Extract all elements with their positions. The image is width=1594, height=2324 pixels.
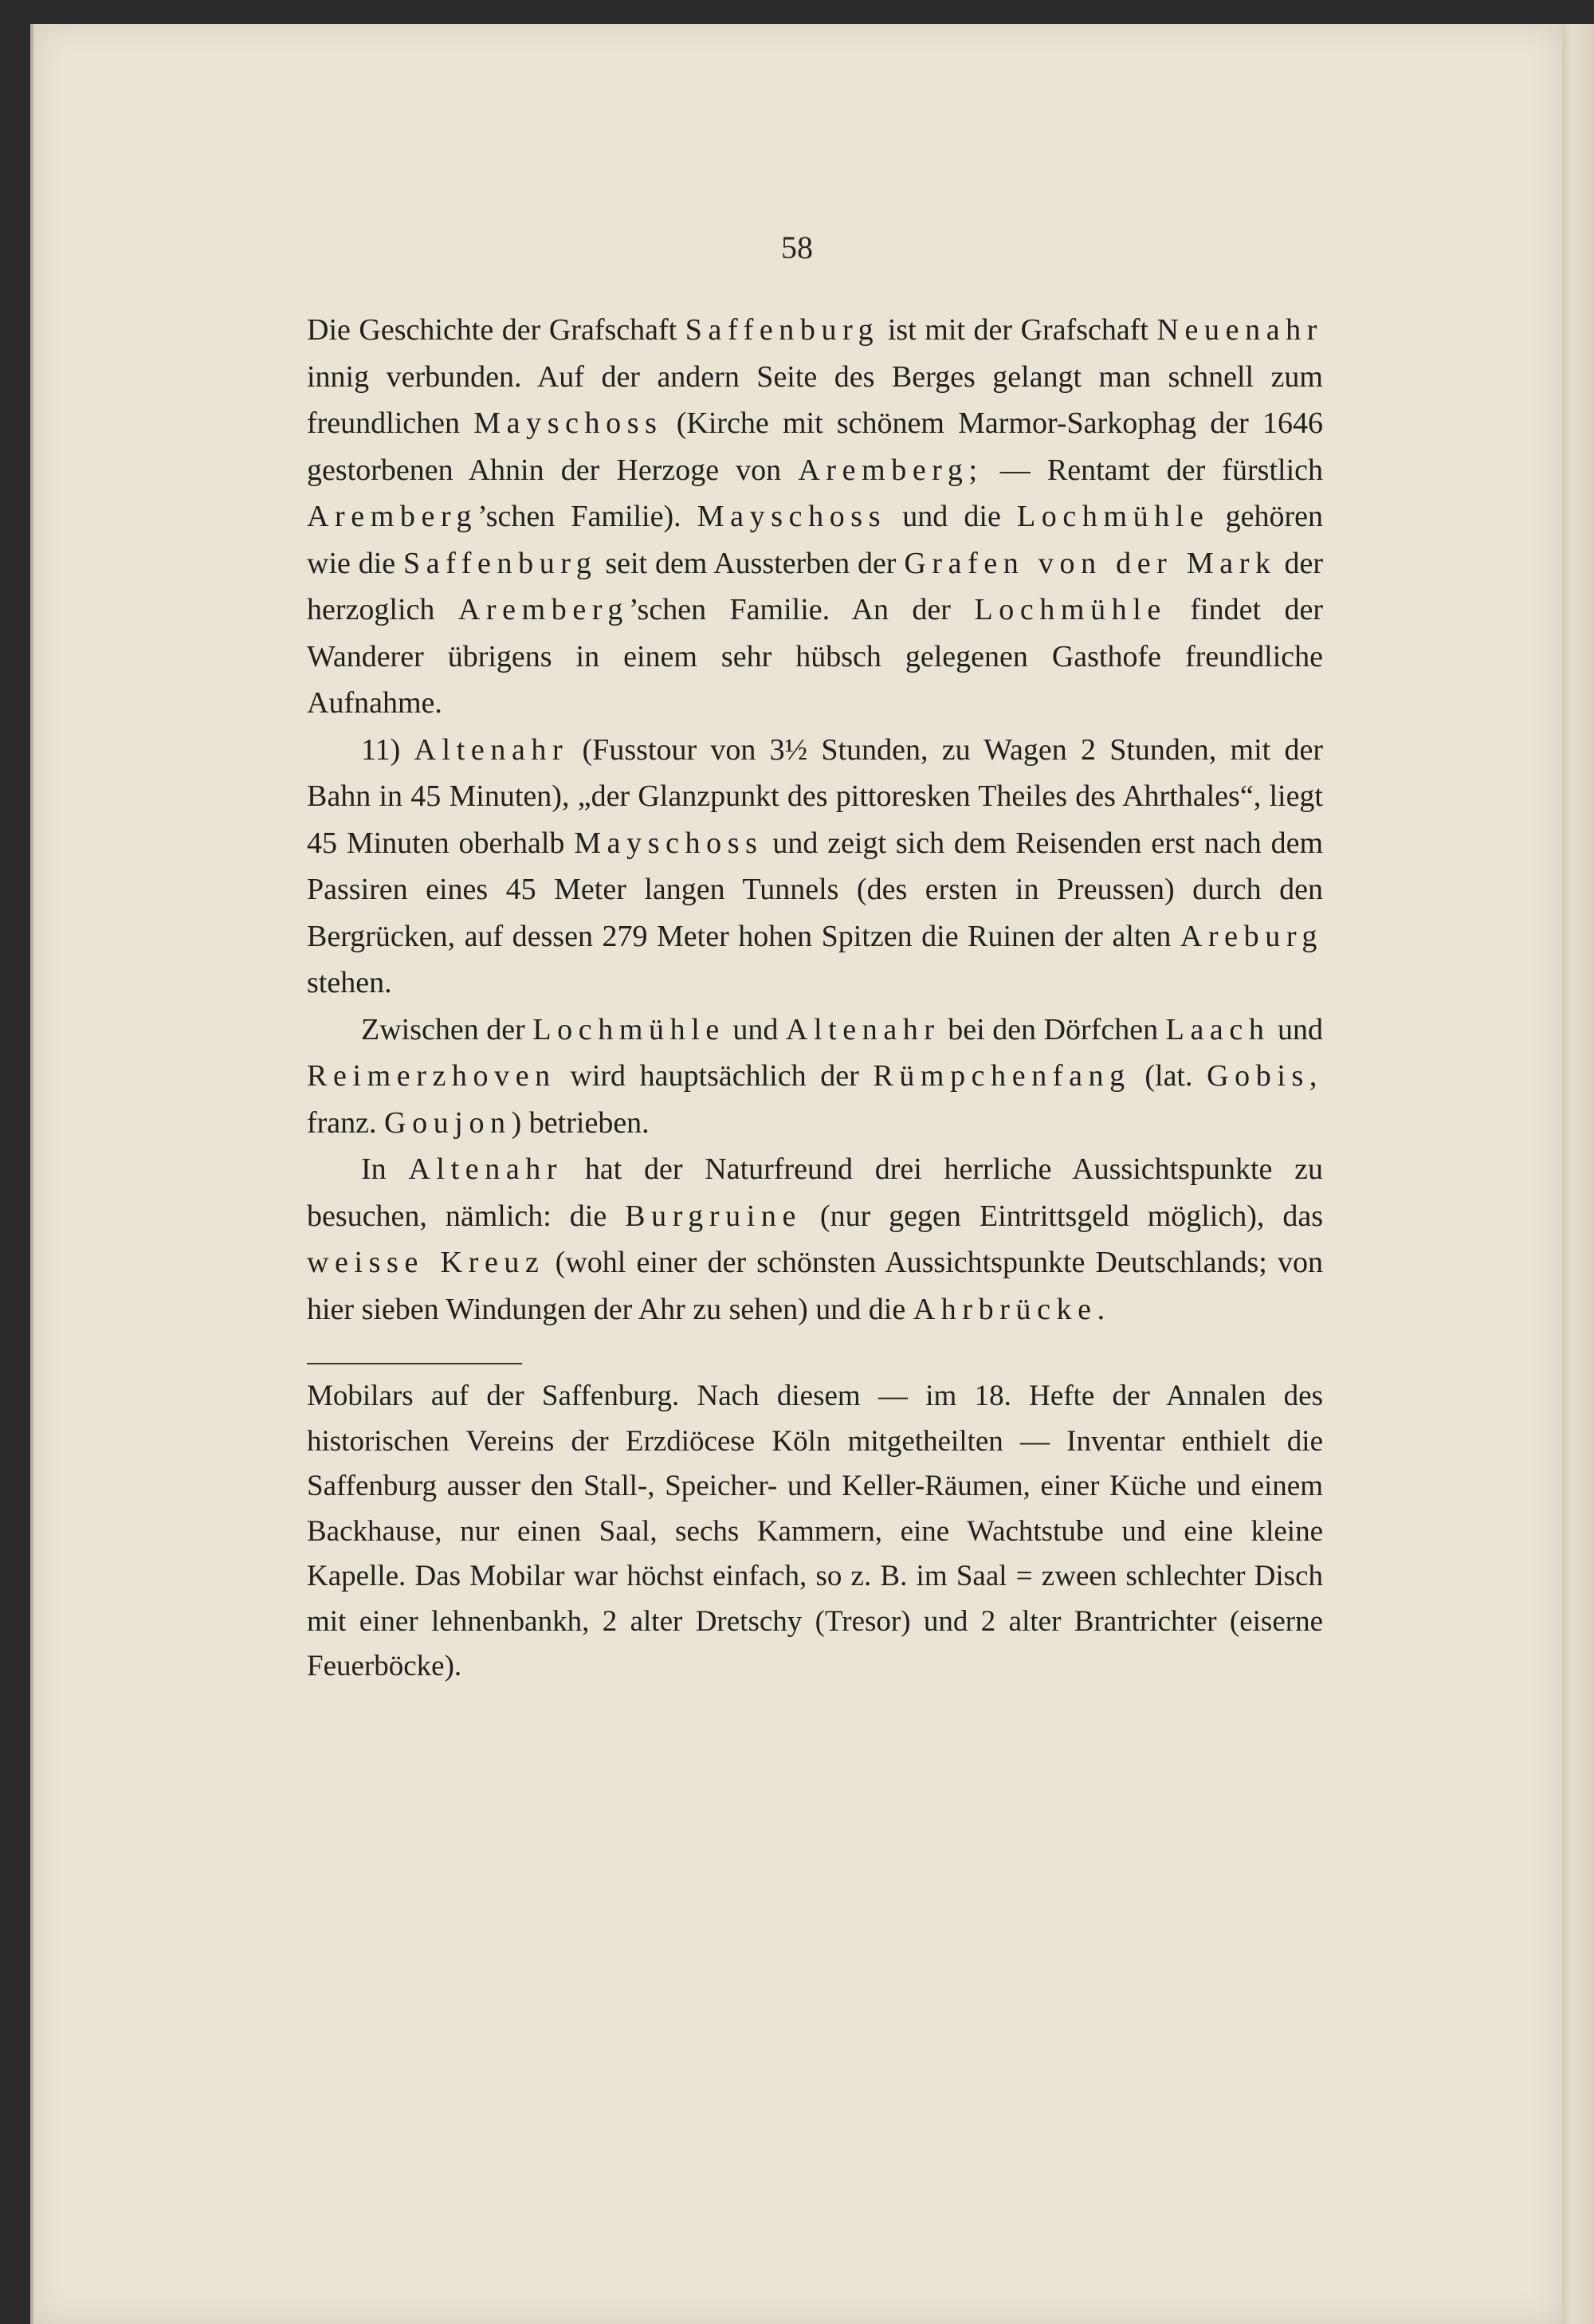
text-run: (nur gegen Eintrittsgeld möglich), das	[801, 1199, 1323, 1233]
text-run: ’schen Familie. An der	[629, 593, 975, 626]
spaced-emphasis: Aremberg	[307, 500, 478, 533]
text-run: hat der Naturfreund drei herrliche Aussichtspunkte zu besuchen, nämlich: die	[307, 1152, 1323, 1233]
page-edge	[1559, 24, 1594, 2324]
spaced-emphasis: Lochmühle	[1016, 500, 1210, 533]
spaced-emphasis: Laach	[1165, 1012, 1270, 1046]
spaced-emphasis: weisse Kreuz	[307, 1246, 545, 1279]
text-run: 11)	[361, 732, 414, 767]
text-run: In	[361, 1152, 409, 1186]
text-run: und	[724, 1012, 786, 1046]
text-run: (lat.	[1130, 1059, 1207, 1093]
text-run: — Rentamt der fürstlich	[983, 453, 1323, 487]
spaced-emphasis: Saffenburg	[685, 313, 880, 347]
spaced-emphasis: Burgruine	[625, 1199, 802, 1233]
text-run: Zwischen der	[361, 1012, 533, 1046]
page-number: 58	[781, 230, 813, 265]
paragraph	[307, 727, 1323, 1007]
text-run: (wohl einer der schönsten Aussichtspunkte Deutschlands; von hier sieben Windungen der Ahr zu sehen) und die	[307, 1246, 1323, 1326]
spaced-emphasis: Altenahr	[414, 732, 569, 767]
spaced-emphasis: Lochmühle	[974, 593, 1167, 626]
text-run: (Fusstour von 3½ Stunden, zu Wagen 2 Stunden, mit der Bahn in 45 Minuten), „der Glanzpunkt des pittoresken Theiles des Ahrthales“, liegt 45 Minuten oberhalb	[307, 732, 1323, 860]
paragraph	[307, 1146, 1323, 1333]
spaced-emphasis: Mayschoss	[574, 826, 764, 860]
text-run: gehören wie die	[307, 500, 1323, 580]
spaced-emphasis: Aremberg;	[798, 453, 983, 487]
text-run: wird hauptsächlich der	[556, 1059, 874, 1093]
text-run: seit dem Aussterben der	[597, 546, 905, 580]
text-run: und	[1270, 1012, 1323, 1046]
text-run: stehen.	[307, 966, 392, 999]
spaced-emphasis: Rümpchenfang	[873, 1059, 1131, 1093]
text-run: Die Geschichte der Grafschaft	[307, 313, 685, 347]
body-text	[307, 307, 1323, 1333]
spaced-emphasis: Saffenburg	[403, 546, 598, 580]
spaced-emphasis: Mayschoss	[473, 406, 663, 440]
text-run: (Kirche mit schönem Marmor-Sarkophag der 1646 gestorbenen Ahnin der Herzoge von	[307, 406, 1323, 487]
spaced-emphasis: Altenahr	[785, 1012, 940, 1046]
text-run: innig verbunden. Auf der andern Seite des Berges gelangt man schnell zum freundlichen	[307, 359, 1323, 440]
spaced-emphasis: Areburg	[1180, 919, 1323, 953]
text-run: ’schen Familie).	[477, 500, 697, 533]
text-run: und die	[886, 500, 1017, 533]
text-run: ist mit der Grafschaft	[879, 313, 1157, 347]
text-run: bei den Dörfchen	[940, 1012, 1166, 1046]
spaced-emphasis: Goujon	[384, 1105, 512, 1140]
footnote	[307, 1374, 1323, 1690]
text-run: findet der Wanderer übrigens in einem sehr hübsch gelegenen Gasthofe freundliche Aufnahme.	[307, 593, 1324, 720]
footnote-rule	[307, 1363, 522, 1364]
text-run: franz.	[307, 1105, 385, 1140]
spaced-emphasis: Neuenahr	[1156, 313, 1324, 347]
text-block	[307, 307, 1323, 1690]
spaced-emphasis: Lochmühle	[532, 1012, 725, 1046]
footnote-text: Mobilars auf der Saffenburg. Nach diesem — im 18. Hefte der Annalen des historischen Vereins der Erzdiöcese Köln mitgetheilten — Inventar enthielt die Saffenburg ausser den Stall-, Speicher- und Keller-Räumen, einer Küche und einem Backhause, nur einen Saal, sechs Kammern, eine Wachtstube und eine kleine Kapelle. Das Mobilar war höchst einfach, so z. B. im Saal = zween schlechter Disch mit einer lehnenbankh, 2 alter Dretschy (Tresor) und 2 alter Brantrichter (eiserne Feuerböcke).	[307, 1380, 1323, 1682]
spaced-emphasis: Gobis,	[1207, 1059, 1324, 1093]
spaced-emphasis: Altenahr	[408, 1152, 563, 1186]
text-run: der herzoglich	[307, 546, 1323, 626]
spaced-emphasis: Grafen von der Mark	[904, 546, 1277, 580]
scan-corner-shadow	[1415, 0, 1594, 24]
spaced-emphasis: Ahrbrücke.	[913, 1292, 1111, 1326]
spaced-emphasis: Aremberg	[457, 593, 629, 626]
spaced-emphasis: Mayschoss	[697, 500, 887, 533]
text-run: ) betrieben.	[511, 1105, 650, 1140]
paragraph	[307, 307, 1323, 727]
paragraph	[307, 1007, 1323, 1147]
text-run: und zeigt sich dem Reisenden erst nach dem Passiren eines 45 Meter langen Tunnels (des ersten in Preussen) durch den Bergrücken, auf dessen 279 Meter hohen Spitzen die Ruinen der alten	[307, 826, 1324, 953]
spaced-emphasis: Reimerzhoven	[307, 1059, 556, 1093]
